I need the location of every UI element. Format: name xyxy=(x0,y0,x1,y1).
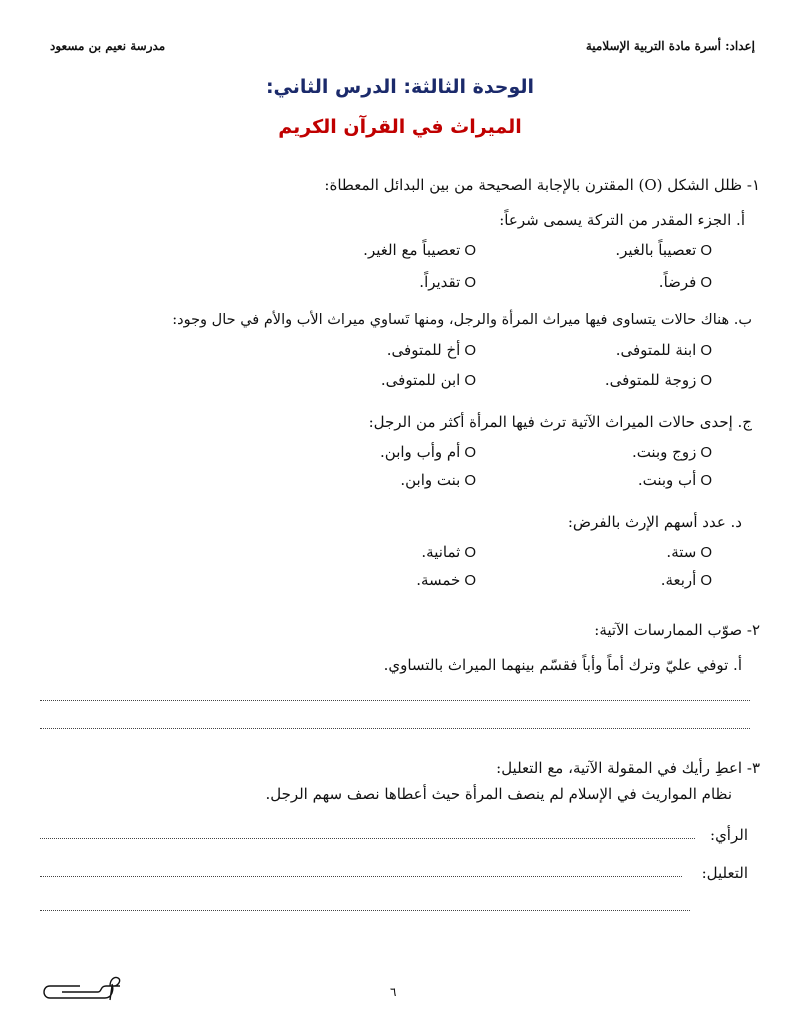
option-label: تعصيباً مع الغير. xyxy=(363,241,461,259)
option-label: تقديراً. xyxy=(419,273,461,291)
radio-circle-icon[interactable]: O xyxy=(464,572,476,589)
q3-prompt: ٣- اعطِ رأيك في المقولة الآتية، مع التعليل: xyxy=(496,759,760,777)
radio-circle-icon[interactable]: O xyxy=(700,342,712,359)
radio-circle-icon[interactable]: O xyxy=(464,372,476,389)
q3-statement: نظام المواريث في الإسلام لم ينصف المرأة حيث أعطاها نصف سهم الرجل. xyxy=(265,785,732,803)
q1-a-option-3[interactable] xyxy=(659,272,712,293)
option-label: تعصيباً بالغير. xyxy=(615,241,697,259)
option-label: أم وأب وابن. xyxy=(380,443,461,461)
q1-c-option-4[interactable] xyxy=(400,470,476,491)
q1-c-option-2[interactable] xyxy=(380,442,476,463)
radio-circle-icon[interactable]: O xyxy=(464,242,476,259)
page-number: ٦ xyxy=(390,985,397,999)
opinion-label: الرأي: xyxy=(710,826,748,844)
q1-b-option-3[interactable] xyxy=(605,370,712,391)
option-label: ابنة للمتوفى. xyxy=(615,341,697,359)
q2-item-a: أ. توفي عليّ وترك أماً وأباً فقسّم بينهما الميراث بالتساوي. xyxy=(383,656,742,674)
opinion-answer-line[interactable] xyxy=(40,838,695,839)
q1-a-option-2[interactable] xyxy=(363,240,476,261)
radio-circle-icon[interactable]: O xyxy=(464,544,476,561)
reason-answer-line-2[interactable] xyxy=(40,910,690,911)
radio-circle-icon[interactable]: O xyxy=(464,342,476,359)
option-label: ستة. xyxy=(666,543,697,561)
radio-circle-icon[interactable]: O xyxy=(700,242,712,259)
option-label: فرضاً. xyxy=(658,273,697,291)
radio-circle-icon[interactable]: O xyxy=(700,372,712,389)
signature-icon xyxy=(40,972,125,1002)
q1-c-option-3[interactable] xyxy=(638,470,712,491)
q1-d-option-4[interactable] xyxy=(416,570,476,591)
q1-c-stem: ج. إحدى حالات الميراث الآتية ترث فيها المرأة أكثر من الرجل: xyxy=(368,413,752,431)
option-label: ابن للمتوفى. xyxy=(380,371,461,389)
school-name: مدرسة نعيم بن مسعود xyxy=(50,39,166,53)
q1-b-option-1[interactable] xyxy=(616,340,712,361)
radio-circle-icon[interactable]: O xyxy=(700,274,712,291)
reason-answer-line[interactable] xyxy=(40,876,682,877)
option-label: أب وبنت. xyxy=(637,471,697,489)
option-label: زوج وبنت. xyxy=(631,443,697,461)
radio-circle-icon[interactable]: O xyxy=(464,444,476,461)
reason-label: التعليل: xyxy=(701,864,748,882)
option-label: زوجة للمتوفى. xyxy=(604,371,697,389)
q1-d-option-2[interactable] xyxy=(421,542,476,563)
q1-a-option-1[interactable] xyxy=(615,240,712,261)
radio-circle-icon[interactable]: O xyxy=(700,444,712,461)
q1-d-stem: د. عدد أسهم الإرث بالفرض: xyxy=(567,513,742,531)
radio-circle-icon[interactable]: O xyxy=(464,472,476,489)
q1-a-option-4[interactable] xyxy=(419,272,476,293)
option-label: ثمانية. xyxy=(421,543,461,561)
option-label: أربعة. xyxy=(660,571,697,589)
radio-circle-icon[interactable]: O xyxy=(464,274,476,291)
option-label: خمسة. xyxy=(416,571,461,589)
radio-circle-icon[interactable]: O xyxy=(700,572,712,589)
radio-circle-icon[interactable]: O xyxy=(700,544,712,561)
option-label: بنت وابن. xyxy=(400,471,461,489)
q1-b-option-4[interactable] xyxy=(381,370,476,391)
q1-prompt: ١- ظلل الشكل (O) المقترن بالإجابة الصحيحة من بين البدائل المعطاة: xyxy=(324,176,760,194)
answer-line[interactable] xyxy=(40,700,750,701)
q1-c-option-1[interactable] xyxy=(632,442,712,463)
lesson-title: الميراث في القرآن الكريم xyxy=(278,116,522,138)
q1-d-option-1[interactable] xyxy=(666,542,712,563)
q2-prompt: ٢- صوّب الممارسات الآتية: xyxy=(594,621,760,639)
answer-line[interactable] xyxy=(40,728,750,729)
q1-b-option-2[interactable] xyxy=(387,340,476,361)
q1-a-stem: أ. الجزء المقدر من التركة يسمى شرعاً: xyxy=(499,211,745,229)
q1-b-stem: ب. هناك حالات يتساوى فيها ميراث المرأة والرجل، ومنها تَساوي ميراث الأب والأم في حال وجود: xyxy=(172,312,752,328)
prepared-by: إعداد: أسرة مادة التربية الإسلامية xyxy=(585,39,755,53)
q1-d-option-3[interactable] xyxy=(661,570,712,591)
radio-circle-icon[interactable]: O xyxy=(700,472,712,489)
option-label: أخ للمتوفى. xyxy=(386,341,461,359)
unit-lesson-title: الوحدة الثالثة: الدرس الثاني: xyxy=(265,76,535,98)
